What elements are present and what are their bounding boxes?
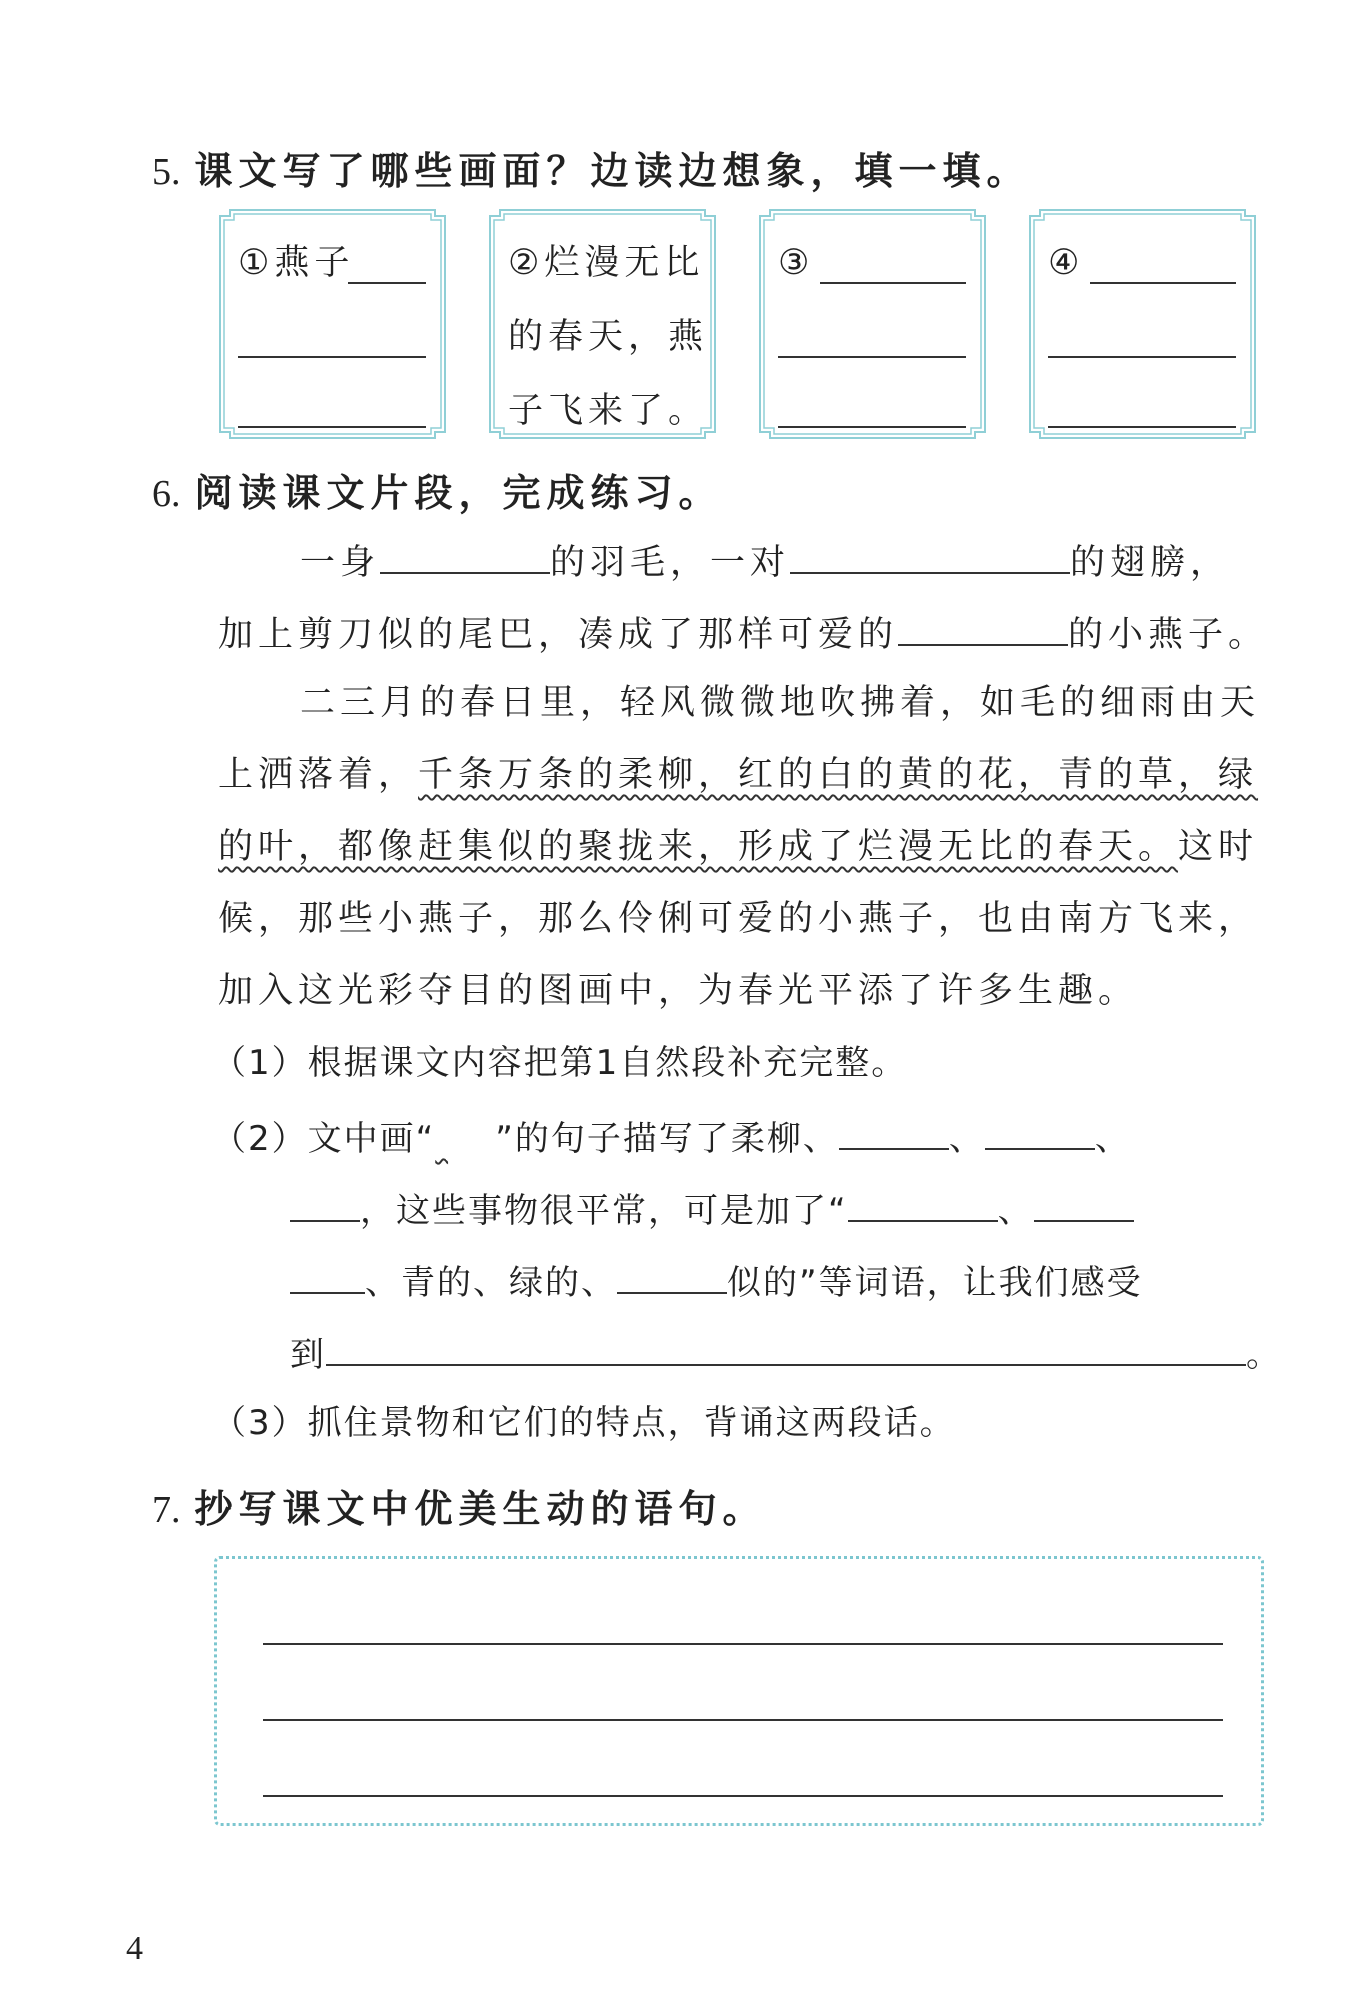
- s2-blank-4[interactable]: [848, 1190, 998, 1222]
- q6-sub-2-line-4: [290, 1334, 1282, 1375]
- box-3-blank-2[interactable]: [778, 356, 966, 358]
- q6-p2-line-5: 加入这光彩夺目的图画中，为春光平添了许多生趣。: [218, 971, 1139, 1011]
- q6-sub-2-line-3: [290, 1262, 1143, 1303]
- s2-blank-6[interactable]: [290, 1262, 365, 1294]
- q6-sub-2-line-2: [290, 1190, 1134, 1231]
- s2-blank-2[interactable]: [985, 1118, 1095, 1150]
- s2-text-f: 到: [290, 1335, 326, 1375]
- p1-blank-3[interactable]: [898, 614, 1068, 646]
- page-number: 4: [126, 1930, 143, 1967]
- q7-title: [152, 1478, 767, 1533]
- p2-line3-wavy: 的叶，都像赶集似的聚拢来，形成了烂漫无比的春天。: [218, 827, 1179, 867]
- box-4-label: ④: [1048, 243, 1085, 283]
- p1-text-d: 加上剪刀似的尾巴，凑成了那样可爱的: [218, 615, 899, 655]
- q7-writing-box: [214, 1556, 1264, 1826]
- q5-box-1: [216, 206, 449, 442]
- s2-text-g: 。: [1246, 1335, 1282, 1375]
- s2-sep-1: 、: [948, 1119, 985, 1159]
- q5-box-2: [486, 206, 719, 442]
- box-frame-1: [216, 206, 449, 442]
- box-1-blank-3[interactable]: [238, 426, 426, 428]
- q7-writing-line-3[interactable]: [263, 1795, 1223, 1797]
- box-1-blank-2[interactable]: [238, 356, 426, 358]
- q6-number: 6.: [152, 473, 181, 515]
- q5-title-text: 课文写了哪些画面？边读边想象，填一填。: [194, 149, 1031, 193]
- q5-number: 5.: [152, 151, 181, 193]
- box-4-blank-1[interactable]: [1090, 282, 1236, 284]
- s2-text-b: ”的句子描写了柔柳、: [495, 1119, 839, 1159]
- q5-box-3: [756, 206, 989, 442]
- p1-blank-2[interactable]: [790, 542, 1070, 574]
- s2-blank-3[interactable]: [290, 1190, 360, 1222]
- s2-blank-5[interactable]: [1034, 1190, 1134, 1222]
- s2-blank-8[interactable]: [326, 1334, 1246, 1366]
- box-2-line-3: 子飞来了。: [508, 391, 709, 431]
- q6-sub-1: （1）根据课文内容把第1自然段补充完整。: [212, 1043, 908, 1083]
- p2-line2-wavy: 千条万条的柔柳，红的白的黄的花，青的草，绿: [418, 755, 1259, 795]
- box-1-blank-1[interactable]: [348, 282, 426, 284]
- box-3-blank-3[interactable]: [778, 426, 966, 428]
- box-2-line-1: ②烂漫无比: [508, 243, 705, 283]
- q5-box-4: [1026, 206, 1259, 442]
- s2-text-e: 似的”等词语，让我们感受: [727, 1263, 1143, 1303]
- box-frame-3: [756, 206, 989, 442]
- s2-sep-3: 、: [997, 1191, 1034, 1231]
- q6-sub-3: （3）抓住景物和它们的特点，背诵这两段话。: [212, 1403, 956, 1443]
- p1-blank-1[interactable]: [380, 542, 550, 574]
- p1-text-a: 一身: [300, 543, 381, 583]
- q7-number: 7.: [152, 1489, 181, 1531]
- p1-text-e: 的小燕子。: [1068, 615, 1269, 655]
- s2-blank-7[interactable]: [617, 1262, 727, 1294]
- p2-line2-a: 上洒落着，: [218, 755, 419, 795]
- box-1-label: ①燕子: [238, 243, 355, 283]
- q6-p2-line-3: [218, 827, 1259, 867]
- q6-p2-line-1: 二三月的春日里，轻风微微地吹拂着，如毛的细雨由天: [300, 683, 1261, 723]
- q6-title-text: 阅读课文片段，完成练习。: [194, 471, 723, 515]
- box-4-blank-3[interactable]: [1048, 426, 1236, 428]
- q7-title-text: 抄写课文中优美生动的语句。: [194, 1487, 767, 1531]
- s2-text-c: ，这些事物很平常，可是加了“: [360, 1191, 848, 1231]
- box-frame-4: [1026, 206, 1259, 442]
- q6-p1-line-1: [300, 542, 1230, 581]
- p1-text-c: 的翅膀，: [1070, 543, 1231, 583]
- q6-p2-line-4: 候，那些小燕子，那么伶俐可爱的小燕子，也由南方飞来，: [218, 899, 1259, 939]
- s2-text-d: 、青的、绿的、: [365, 1263, 617, 1303]
- box-3-label: ③: [778, 243, 815, 283]
- q7-writing-line-1[interactable]: [263, 1643, 1223, 1645]
- s2-wavy-sample: [435, 1122, 495, 1156]
- s2-sep-2: 、: [1094, 1119, 1131, 1159]
- box-3-blank-1[interactable]: [820, 282, 966, 284]
- p2-line3-b: 这时: [1178, 827, 1259, 867]
- s2-text-a: （2）文中画“: [212, 1119, 436, 1159]
- box-2-line-2: 的春天，燕: [508, 317, 709, 357]
- q6-p2-line-2: [218, 755, 1259, 795]
- box-4-blank-2[interactable]: [1048, 356, 1236, 358]
- q5-title: [152, 140, 1031, 195]
- q6-p1-line-2: [218, 614, 1268, 653]
- s2-blank-1[interactable]: [839, 1118, 949, 1150]
- q6-sub-2-line-1: [212, 1118, 1131, 1159]
- q7-writing-line-2[interactable]: [263, 1719, 1223, 1721]
- p1-text-b: 的羽毛，一对: [550, 543, 791, 583]
- q6-title: [152, 462, 723, 517]
